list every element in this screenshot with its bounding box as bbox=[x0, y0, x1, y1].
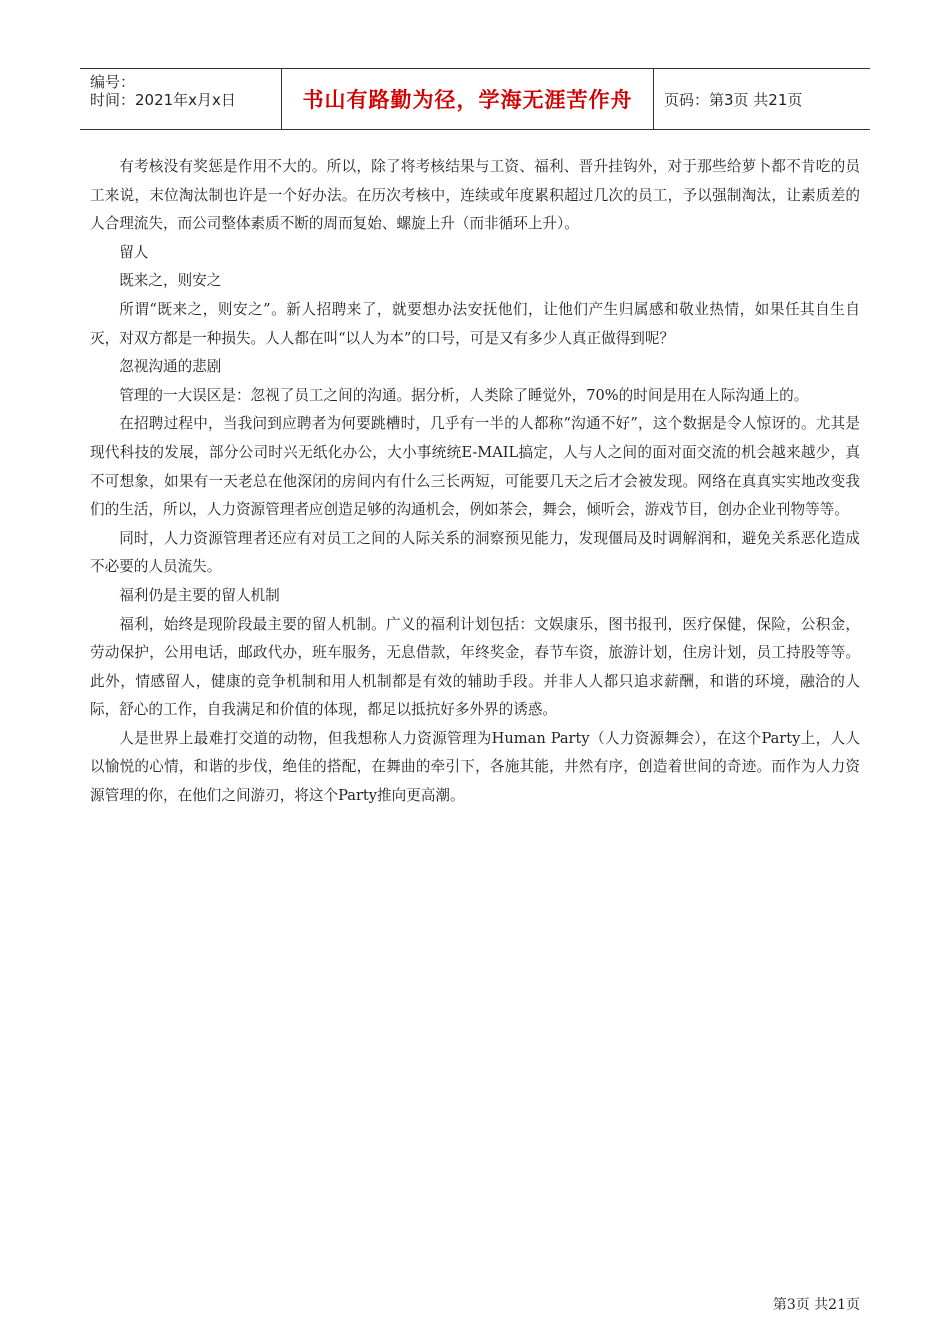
document-number-label: 编号： bbox=[90, 73, 136, 91]
section-heading: 福利仍是主要的留人机制 bbox=[119, 586, 280, 604]
paragraph: 同时，人力资源管理者还应有对员工之间的人际关系的洞察预见能力，发现僵局及时调解润和，避免关系恶化造成不必要的人员流失。 bbox=[90, 529, 860, 576]
paragraph: 所谓“既来之，则安之”。新人招聘来了，就要想办法安抚他们，让他们产生归属感和敬业热情，如果任其自生自灭，对双方都是一种损失。人人都在叫“以人为本”的口号，可是又有多少人真正做得到呢？ bbox=[90, 300, 860, 347]
page-footer: 第3页 共21页 bbox=[772, 1297, 860, 1313]
paragraph: 人是世界上最难打交道的动物，但我想称人力资源管理为Human Party（人力资源舞会），在这个Party上，人人以愉悦的心情，和谐的步伐，绝佳的搭配，在舞曲的牵引下，各施其能，井然有序，创造着世间的奇迹。而作为人力资源管理的你，在他们之间游刃，将这个Party推向更高潮。 bbox=[90, 729, 860, 805]
section-heading: 既来之，则安之 bbox=[119, 272, 222, 290]
page-header bbox=[80, 68, 870, 130]
document-body bbox=[90, 153, 860, 811]
header-page-number: 页码：第3页 共21页 bbox=[664, 90, 803, 109]
document-date-label: 时间：2021年x月x日 bbox=[90, 91, 236, 109]
section-heading: 留人 bbox=[119, 243, 149, 261]
header-motto: 书山有路勤为径，学海无涯苦作舟 bbox=[282, 69, 654, 129]
paragraph: 管理的一大误区是：忽视了员工之间的沟通。据分析，人类除了睡觉外，70%的时间是用在人际沟通上的。 bbox=[119, 386, 809, 404]
paragraph: 有考核没有奖惩是作用不大的。所以，除了将考核结果与工资、福利、晋升挂钩外，对于那些给萝卜都不肯吃的员工来说，末位淘汰制也许是一个好办法。在历次考核中，连续或年度累积超过几次的员工，予以强制淘汰，让素质差的人合理流失，而公司整体素质不断的周而复始、螺旋上升（而非循环上升）。 bbox=[90, 158, 860, 233]
header-meta bbox=[80, 69, 282, 129]
section-heading: 忽视沟通的悲剧 bbox=[119, 358, 222, 376]
paragraph: 在招聘过程中，当我问到应聘者为何要跳槽时，几乎有一半的人都称“沟通不好”，这个数据是令人惊讶的。尤其是现代科技的发展，部分公司时兴无纸化办公，大小事统统E-MAIL搞定，人与人之间的面对面交流的机会越来越少，真不可想象，如果有一天老总在他深闭的房间内有什么三长两短，可能要几天之后才会被发现。网络在真真实实地改变我们的生活，所以，人力资源管理者应创造足够的沟通机会，例如茶会，舞会，倾听会，游戏节目，创办企业刊物等等。 bbox=[90, 415, 860, 519]
paragraph: 福利，始终是现阶段最主要的留人机制。广义的福利计划包括：文娱康乐，图书报刊，医疗保健，保险，公积金，劳动保护，公用电话，邮政代办，班车服务，无息借款，年终奖金，春节车资，旅游计划，住房计划，员工持股等等。此外，情感留人，健康的竞争机制和用人机制都是有效的辅助手段。并非人人都只追求薪酬，和谐的环境，融洽的人际，舒心的工作，自我满足和价值的体现，都足以抵抗好多外界的诱惑。 bbox=[90, 615, 860, 719]
